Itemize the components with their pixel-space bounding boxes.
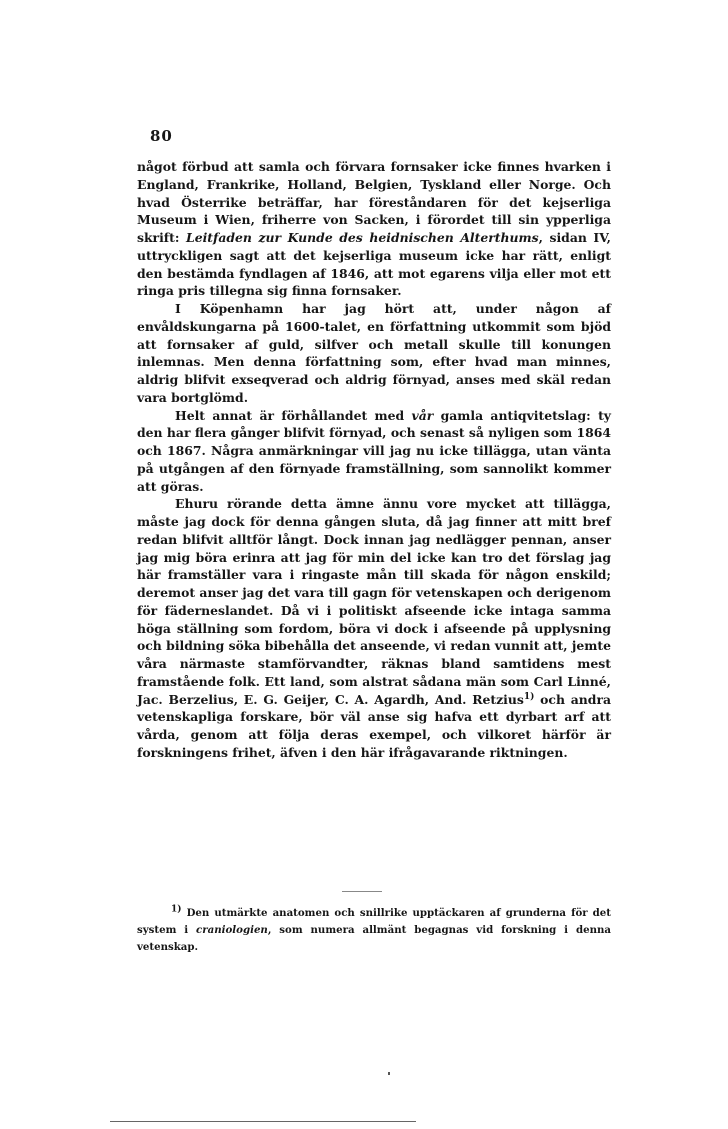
paragraph	[137, 495, 611, 761]
text-run: , sidan IV, uttryckligen sagt att det kejserliga museum icke har rätt, enligt den bestämda fyndlagen af 1846, att mot egarens vilja eller mot ett ringa pris tillegna sig finna fornsaker.	[137, 230, 611, 299]
footnote-divider	[342, 891, 382, 892]
print-speck	[388, 1072, 390, 1075]
italic-text: vår	[411, 407, 434, 423]
footnote	[137, 905, 611, 956]
text-run: , som numera allmänt begagnas vid forskning i denna vetenskap.	[137, 924, 611, 953]
bottom-rule	[110, 1121, 416, 1122]
text-run: Den utmärkte anatomen och snillrike upptäckaren af grunderna för det system i	[137, 907, 611, 936]
paragraph	[137, 300, 611, 407]
text-run: och andra vetenskapliga forskare, bör väl anse sig hafva ett dyrbart arf att vårda, genom att följa deras exempel, och vilkoret härför är forskningens frihet, äfven i den här ifrågavarande riktningen.	[137, 691, 611, 760]
paragraph	[137, 158, 611, 300]
text-run: Ehuru rörande detta ämne ännu vore mycket att tillägga, måste jag dock för denna gången sluta, då jag finner att mitt bref redan blifvit alltför långt. Dock innan jag nedlägger pennan, anser jag mig böra erinra att jag för min del icke kan tro det förslag jag här framställer vara i ringaste mån till skada för någon enskild; deremot anser jag det vara till gagn för vetenskapen och derigenom för fäderneslandet. Då vi i politiskt afseende icke intaga samma höga ställning som fordom, böra vi dock i afseende på upplysning och bildning söka bibehålla det anseende, vi redan vunnit att, jemte våra närmaste stamförvandter, räknas bland samtidens mest framstående folk. Ett land, som alstrat sådana män som Carl Linné, Jac. Berzelius, E. G. Geijer, C. A. Agardh, And. Retzius	[137, 496, 611, 707]
italic-text: Leitfaden zur Kunde des heidnischen Alterthums	[186, 230, 539, 245]
text-run: något förbud att samla och förvara fornsaker icke finnes hvarken i England, Frankrike, Holland, Belgien, Tyskland eller Norge. Och hvad Österrike beträffar, har föreståndaren för det kejserliga Museum i Wien, friherre von Sacken, i förordet till sin ypperliga skrift:	[137, 159, 611, 245]
page-number: 80	[150, 127, 173, 145]
text-run: gamla antiqvitetslag: ty den har flera gånger blifvit förnyad, och senast så nyligen som 1864 och 1867. Några anmärkningar vill jag nu icke tillägga, utan vänta på utgången af den förnyade framställning, som sannolikt kommer att göras.	[137, 407, 611, 494]
footnote-marker: 1)	[171, 904, 182, 915]
text-run: I Köpenhamn har jag hört att, under någon af envåldskungarna på 1600-talet, en författning utkommit som bjöd att fornsaker af guld, silfver och metall skulle till konungen inlemnas. Men denna författning som, efter hvad man minnes, aldrig blifvit exseqverad och aldrig förnyad, anses med skäl redan vara bortglömd.	[137, 301, 611, 405]
italic-text: craniologien	[196, 924, 268, 936]
body-text	[137, 158, 611, 762]
text-run: Helt annat är förhållandet med	[175, 407, 412, 423]
paragraph	[137, 407, 611, 496]
footnotes	[137, 905, 611, 956]
footnote-marker: 1)	[523, 691, 535, 702]
